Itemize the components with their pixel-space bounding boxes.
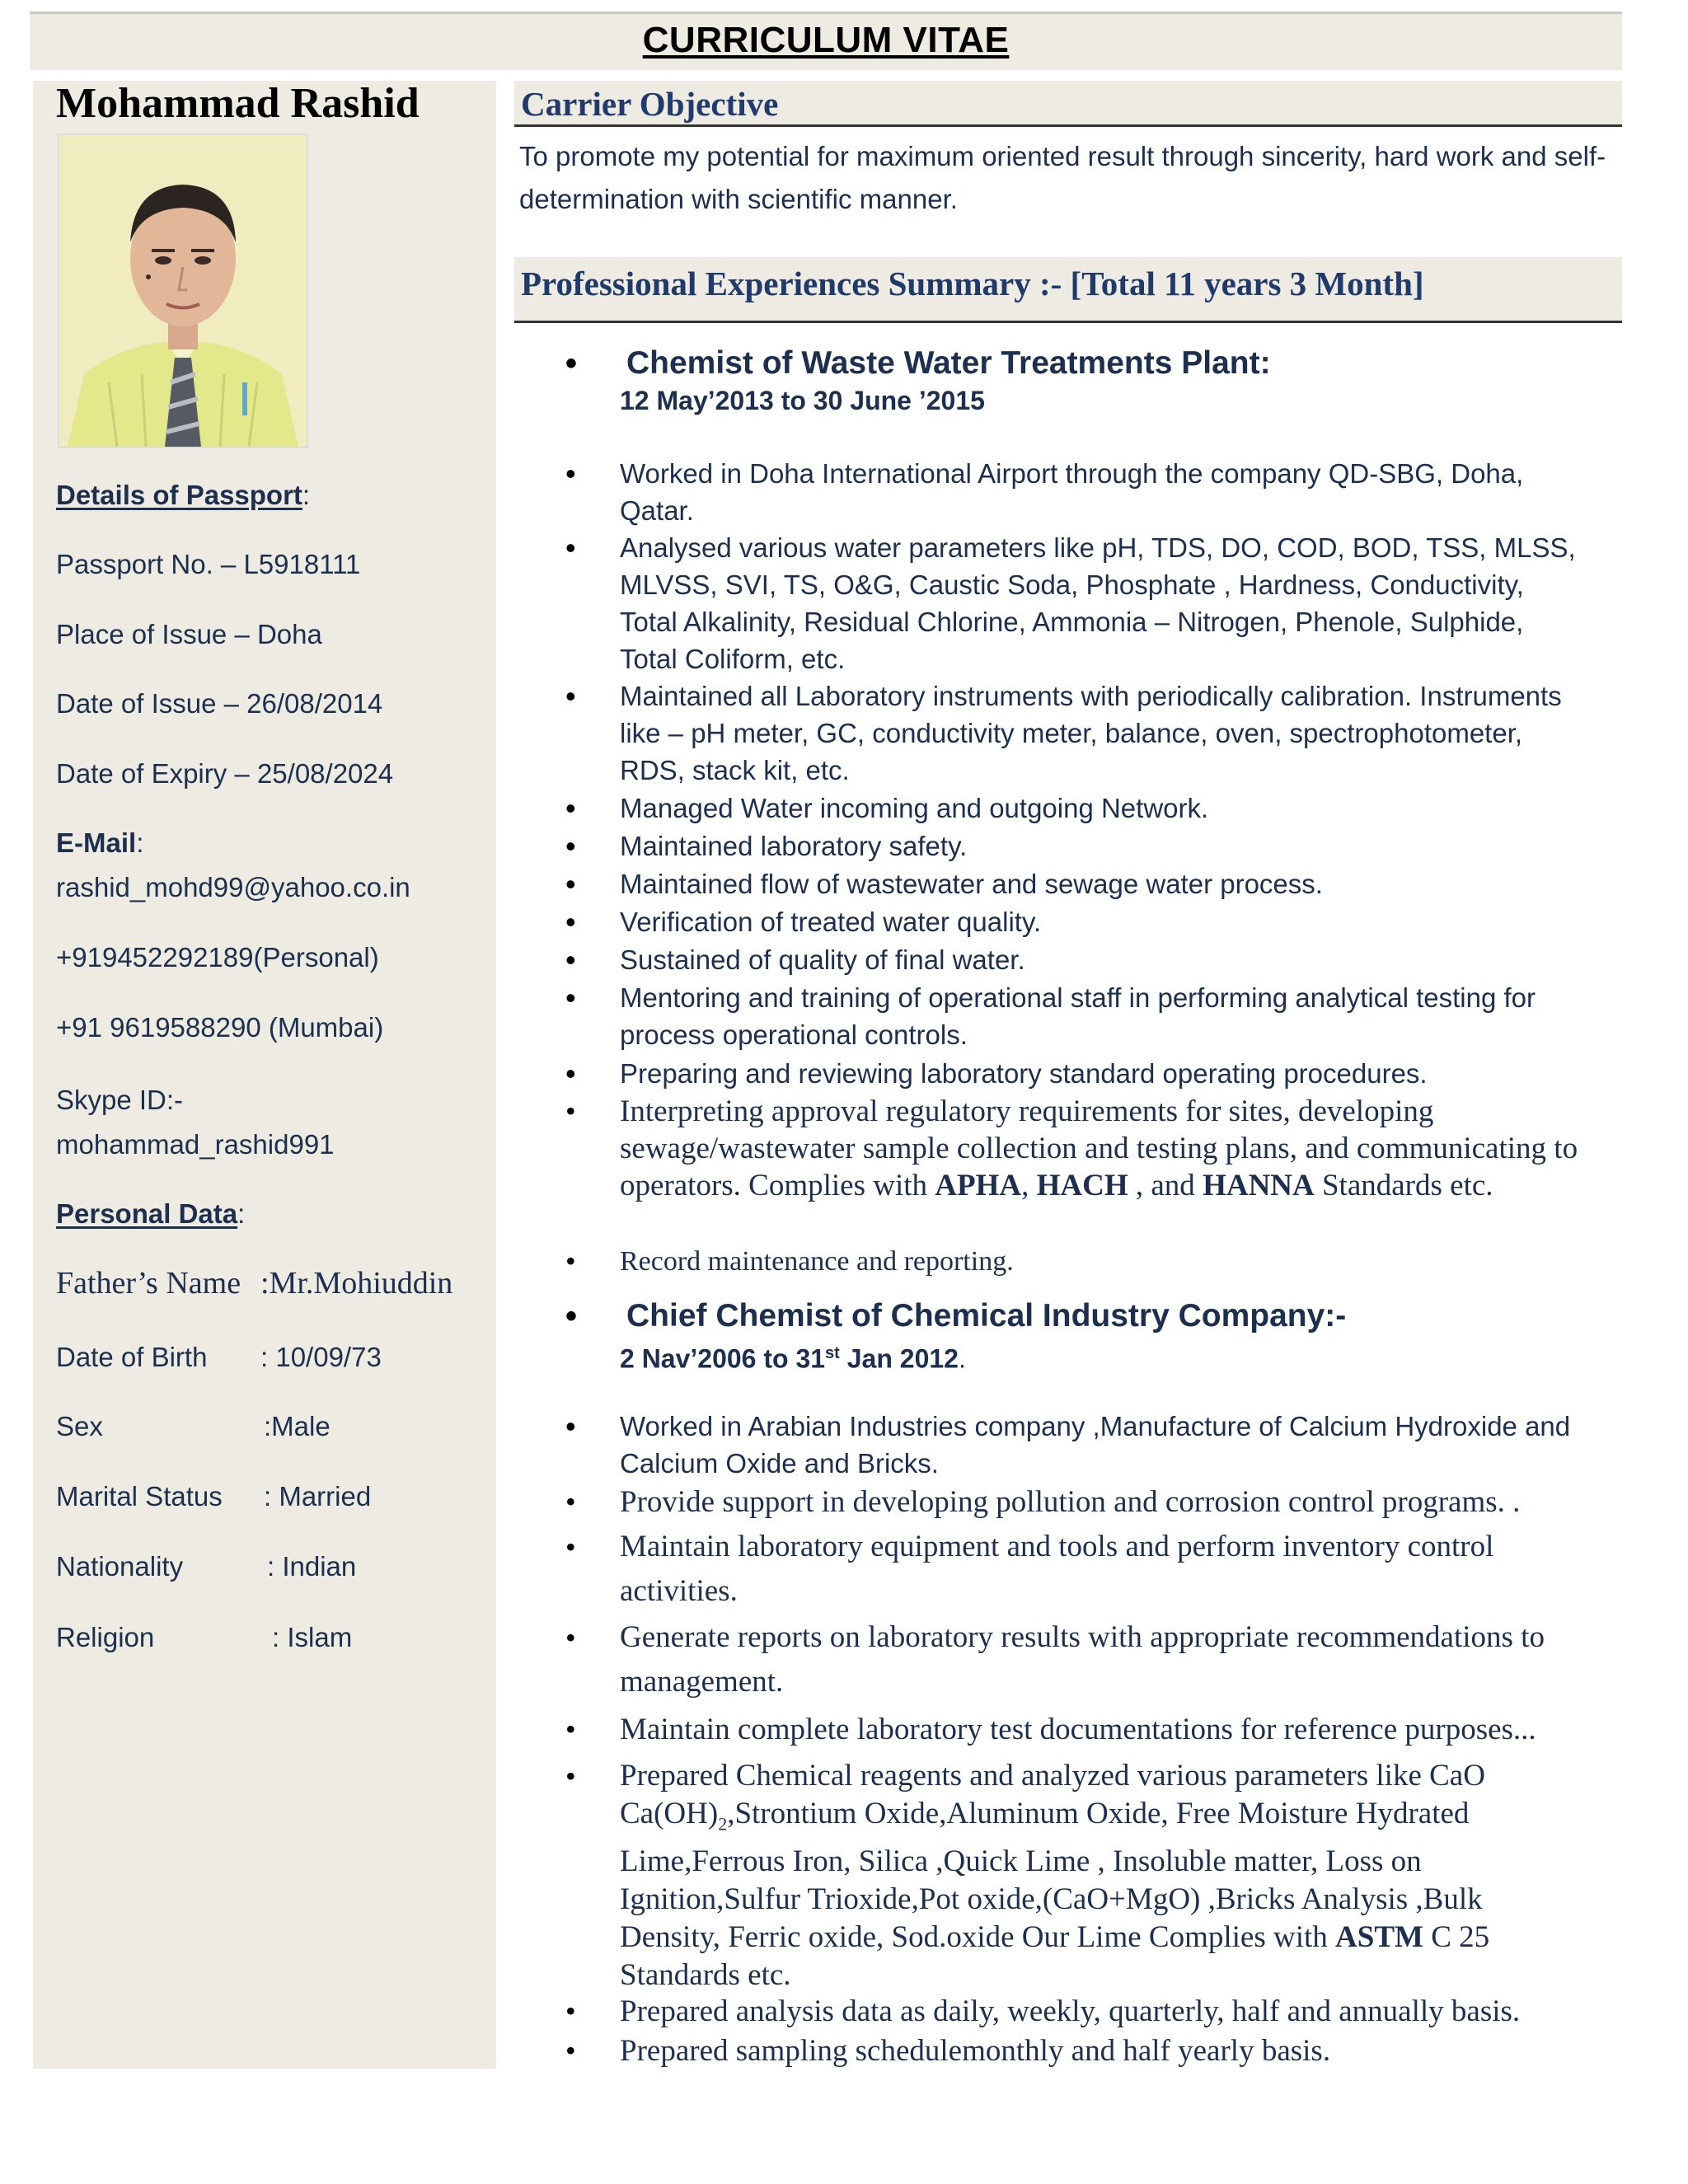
list-item: • Provide support in developing pollution and corrosion control programs. . [514,1483,1586,1521]
father-name-row: Father’s Name :Mr.Mohiuddin [56,1266,453,1301]
skype-id: mohammad_rashid991 [56,1129,335,1160]
list-item: • Analysed various water parameters like pH, TDS, DO, COD, BOD, TSS, MLSS, MLVSS, SVI, TS, O&G, Caustic Soda, Phosphate , Hardness, Conductivity, Total Alkalinity, Residual Chlorine, Ammonia – Nitrogen, Phenole, Sulphide, Total Coliform, etc. [514,529,1586,677]
sex-row: Sex :Male [56,1411,331,1441]
objective-heading: Carrier Objective [514,81,1622,127]
list-item: • Prepared analysis data as daily, weekly, quarterly, half and annually basis. [514,1993,1586,2030]
list-item: • Maintained laboratory safety. [514,827,1586,865]
personal-data-heading: Personal Data: [56,1198,246,1229]
passport-number: Passport No. – L5918111 [56,549,361,579]
job1-dates: 12 May’2013 to 30 June ’2015 [620,386,985,415]
job2-title: • Chief Chemist of Chemical Industry Company:- [514,1297,1586,1335]
skype-label: Skype ID:- [56,1085,184,1115]
list-item: • Worked in Arabian Industries company ,Manufacture of Calcium Hydroxide and Calcium Oxide and Bricks. [514,1408,1586,1482]
marital-status-row: Marital Status : Married [56,1481,372,1511]
list-item-prepared-reagents: • Prepared Chemical reagents and analyzed various parameters like CaO $Ca(OH)_2,Strontium$ Oxide,Aluminum Oxide, Free Moisture Hydrated Lime,Ferrous Iron, Silica ,Quick Lime , Insoluble matter, Loss on Ignition,Sulfur Trioxide,Pot oxide,(CaO+MgO) ,Bricks Analysis ,Bulk Density, Ferric oxide, Sod.oxide Our Lime Complies with ASTM C 25 Standards etc. [514,1757,1586,1994]
religion-row: Religion : Islam [56,1622,353,1652]
document-title: CURRICULUM VITAE [642,20,1010,60]
email-address: rashid_mohd99@yahoo.co.in [56,872,410,902]
title-bar [30,12,1622,70]
phone-mumbai: +91 9619588290 (Mumbai) [56,1012,384,1043]
list-item: • Record maintenance and reporting. [514,1243,1586,1280]
passport-heading: Details of Passport: [56,480,311,510]
list-item: • Sustained of quality of final water. [514,941,1586,978]
list-item: • Maintain complete laboratory test documentations for reference purposes... [514,1711,1586,1748]
list-item: • Prepared sampling schedulemonthly and half yearly basis. [514,2032,1586,2069]
profile-photo-image [59,135,307,447]
list-item: • Managed Water incoming and outgoing Network. [514,790,1586,827]
list-item: • Preparing and reviewing laboratory standard operating procedures. [514,1055,1586,1092]
passport-expiry-date: Date of Expiry – 25/08/2024 [56,758,394,789]
email-label: E-Mail: [56,827,144,858]
list-item: • Maintained all Laboratory instruments with periodically calibration. Instruments like – pH meter, GC, conductivity meter, balance, oven, spectrophotometer, RDS, stack kit, etc. [514,677,1586,789]
dob-row: Date of Birth : 10/09/73 [56,1342,382,1372]
job2-dates: 2 Nav’2006 to 31st Jan 2012. [620,1343,966,1374]
list-item: • Worked in Doha International Airport through the company QD-SBG, Doha, Qatar. [514,455,1586,529]
passport-issue-date: Date of Issue – 26/08/2014 [56,688,383,719]
passport-place: Place of Issue – Doha [56,619,322,649]
list-item: • Mentoring and training of operational staff in performing analytical testing for process operational controls. [514,979,1586,1053]
objective-text: To promote my potential for maximum oriented result through sincerity, hard work and self-determination with scientific manner. [519,141,1606,214]
list-item: • Verification of treated water quality. [514,903,1586,940]
list-item-interpreting: • Interpreting approval regulatory requirements for sites, developing sewage/wastewater sample collection and testing plans, and communicating to operators. Complies with APHA, HACH , and HANNA Standards etc. [514,1093,1586,1204]
job1-title: • Chemist of Waste Water Treatments Plant: [514,344,1586,382]
list-item: • Maintain laboratory equipment and tools and perform inventory control activities. [514,1525,1586,1614]
experience-heading: Professional Experiences Summary :- [Total 11 years 3 Month] [514,257,1622,323]
nationality-row: Nationality : Indian [56,1551,357,1582]
phone-personal: +919452292189(Personal) [56,942,379,972]
candidate-name: Mohammad Rashid [56,80,420,127]
list-item: • Generate reports on laboratory results with appropriate recommendations to management. [514,1615,1586,1704]
profile-photo [58,134,308,448]
list-item: • Maintained flow of wastewater and sewage water process. [514,865,1586,902]
sidebar [33,81,496,2069]
